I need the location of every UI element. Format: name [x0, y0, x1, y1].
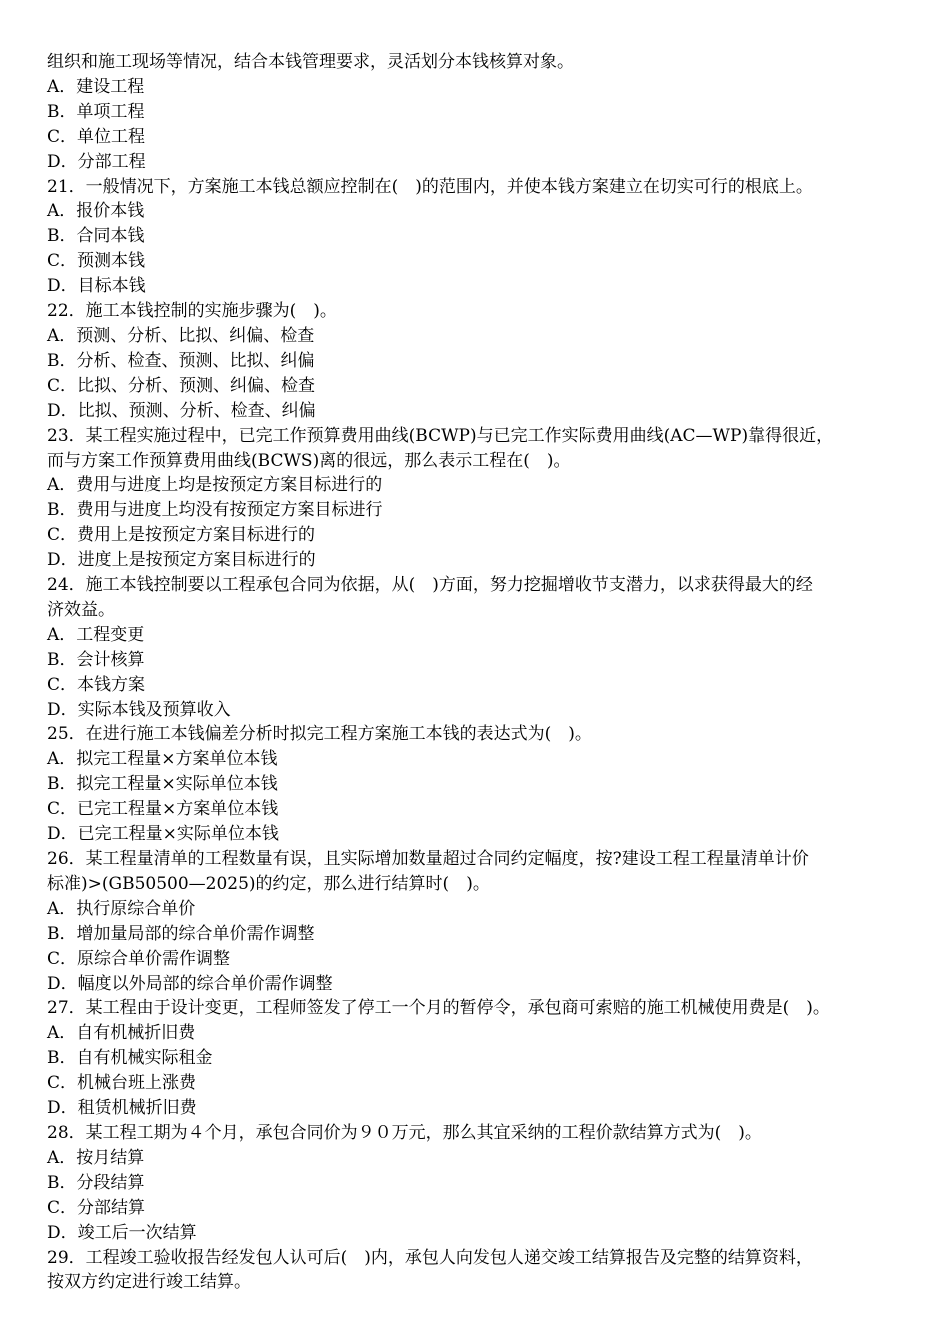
option-line: B．合同本钱	[47, 226, 145, 247]
option-line: D．分部工程	[47, 151, 146, 172]
option-line: C．原综合单价需作调整	[47, 948, 231, 969]
option-line: A．按月结算	[47, 1147, 145, 1168]
option-line: B．费用与进度上均没有按预定方案目标进行	[47, 500, 383, 521]
option-line: A．自有机械折旧费	[47, 1023, 196, 1044]
question-text: 25．在进行施工本钱偏差分析时拟完工程方案施工本钱的表达式为( )。	[47, 724, 592, 745]
question-24	[47, 573, 919, 722]
option-line: B．增加量局部的综合单价需作调整	[47, 923, 315, 944]
question-27	[47, 996, 919, 1121]
question-text: 22．施工本钱控制的实施步骤为( )。	[47, 301, 337, 322]
question-text: 28．某工程工期为４个月，承包合同价为９０万元，那么其宜采纳的工程价款结算方式为( )。	[47, 1122, 762, 1143]
question-29	[47, 1246, 919, 1296]
option-line: C．费用上是按预定方案目标进行的	[47, 525, 316, 546]
option-line: A．报价本钱	[47, 201, 145, 222]
question-21	[47, 175, 919, 300]
question-text: 29．工程竣工验收报告经发包人认可后( )内，承包人向发包人递交竣工结算报告及完整的结算资料，	[47, 1247, 813, 1268]
option-line: B．会计核算	[47, 649, 145, 670]
option-line: B．自有机械实际租金	[47, 1048, 213, 1069]
question-text-continued: 济效益。	[47, 599, 115, 620]
option-line: C．比拟、分析、预测、纠偏、检查	[47, 375, 316, 396]
question-text-continued: 而与方案工作预算费用曲线(BCWS)离的很远，那么表示工程在( )。	[47, 450, 571, 471]
option-line: C．机械台班上涨费	[47, 1073, 197, 1094]
option-line: B．分析、检查、预测、比拟、纠偏	[47, 350, 315, 371]
option-line: D．目标本钱	[47, 276, 146, 297]
option-line: D．已完工程量×实际单位本钱	[47, 824, 279, 845]
question-23	[47, 424, 919, 573]
intro-text: 组织和施工现场等情况，结合本钱管理要求，灵活划分本钱核算对象。	[47, 52, 574, 72]
question-22	[47, 299, 919, 424]
option-line: B．分段结算	[47, 1172, 145, 1193]
option-line: A．建设工程	[47, 76, 145, 97]
option-line: D．实际本钱及预算收入	[47, 699, 231, 720]
option-line: C．预测本钱	[47, 251, 146, 272]
option-line: B．单项工程	[47, 101, 145, 122]
option-line: A．工程变更	[47, 624, 145, 645]
option-line: D．幅度以外局部的综合单价需作调整	[47, 973, 333, 994]
option-line: C．单位工程	[47, 126, 146, 147]
question-26	[47, 847, 919, 996]
option-line: B．拟完工程量×实际单位本钱	[47, 774, 278, 795]
option-line: D．进度上是按预定方案目标进行的	[47, 550, 316, 571]
option-line: C．分部结算	[47, 1197, 146, 1218]
question-25	[47, 722, 919, 847]
question-text: 26．某工程量清单的工程数量有误，且实际增加数量超过合同约定幅度，按?建设工程工程量清单计价	[47, 849, 809, 869]
option-line: A．预测、分析、比拟、纠偏、检查	[47, 325, 315, 346]
option-line: C．本钱方案	[47, 674, 146, 695]
question-text-continued: 按双方约定进行竣工结算。	[47, 1272, 251, 1293]
option-line: D．租赁机械折旧费	[47, 1098, 197, 1119]
option-line: A．费用与进度上均是按预定方案目标进行的	[47, 475, 383, 496]
question-text: 23．某工程实施过程中，已完工作预算费用曲线(BCWP)与已完工作实际费用曲线(AC—WP)靠得很近，	[47, 425, 834, 446]
option-line: A．拟完工程量×方案单位本钱	[47, 749, 278, 770]
question-28	[47, 1121, 919, 1246]
option-line: D．竣工后一次结算	[47, 1222, 197, 1243]
option-line: C．已完工程量×方案单位本钱	[47, 799, 279, 820]
question-text: 27．某工程由于设计变更，工程师签发了停工一个月的暂停令，承包商可索赔的施工机械使用费是( )。	[47, 998, 830, 1019]
question-text: 24．施工本钱控制要以工程承包合同为依据，从( )方面，努力挖掘增收节支潜力，以求获得最大的经	[47, 575, 813, 596]
document-page	[47, 50, 919, 1295]
question-text-continued: 标准)>(GB50500—2025)的约定，那么进行结算时( )。	[47, 873, 490, 894]
intro-block	[47, 50, 919, 175]
question-text: 21．一般情况下，方案施工本钱总额应控制在( )的范围内，并使本钱方案建立在切实可行的根底上。	[47, 176, 813, 197]
option-line: A．执行原综合单价	[47, 898, 196, 919]
option-line: D．比拟、预测、分析、检查、纠偏	[47, 400, 316, 421]
